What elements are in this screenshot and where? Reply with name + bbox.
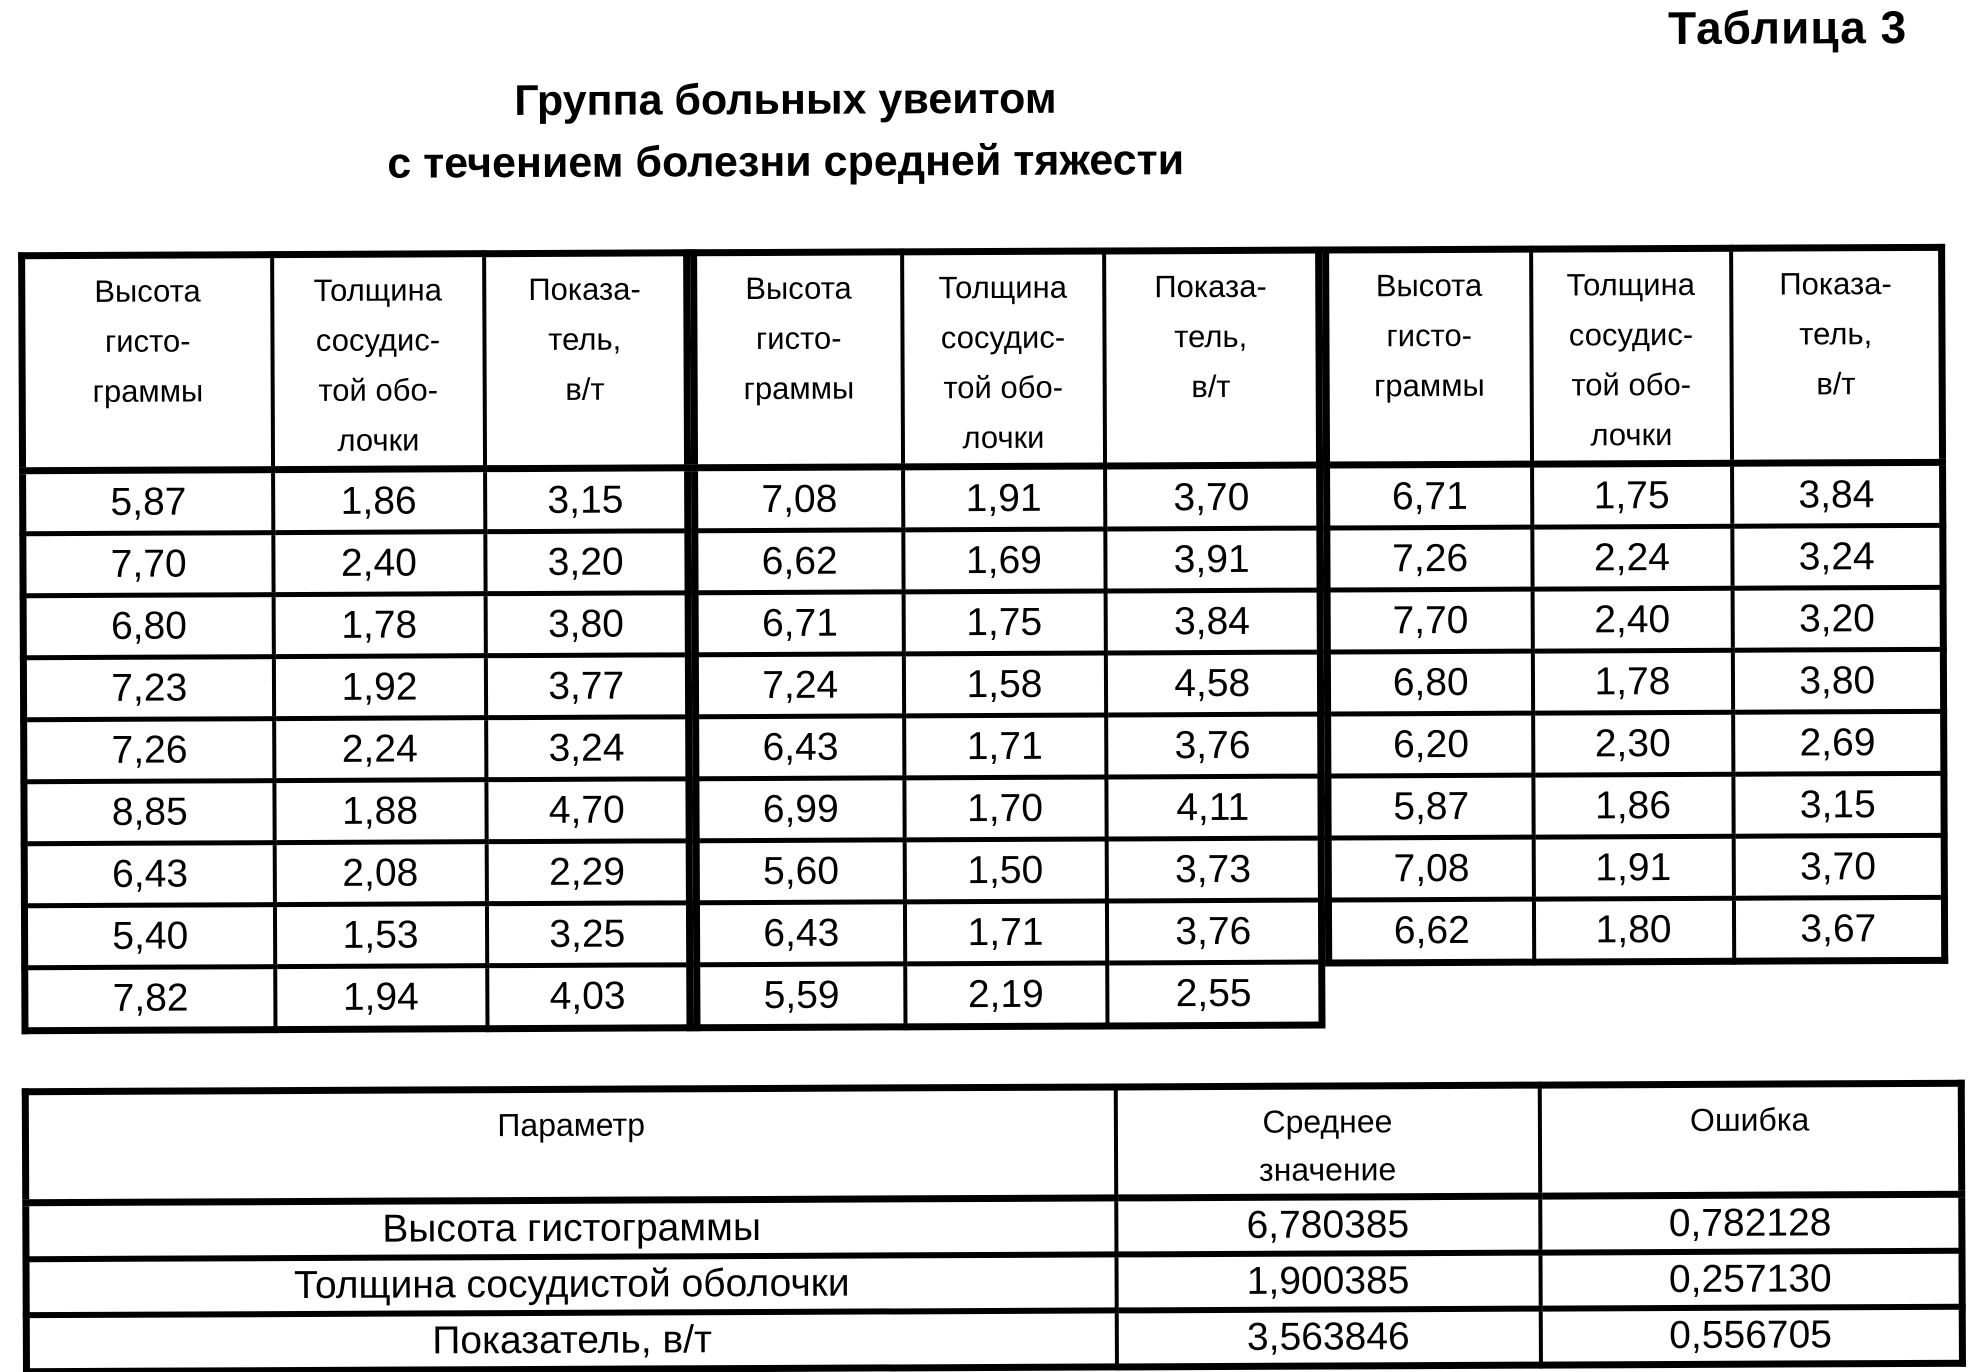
- data-cell: 1,58: [903, 653, 1105, 716]
- data-cell: 3,70: [1733, 835, 1944, 898]
- data-cell: 3,70: [1105, 465, 1320, 529]
- table-row: [23, 593, 688, 658]
- data-cell: 1,78: [1532, 650, 1732, 713]
- data-cell: 3,15: [1733, 773, 1944, 836]
- summary-statistics-table: [22, 1080, 1966, 1372]
- data-cell: Высота гистограммы: [26, 1198, 1116, 1259]
- table-row: [695, 528, 1320, 593]
- data-cell: 1,91: [903, 466, 1105, 530]
- data-cell: 6,80: [23, 595, 273, 658]
- data-cell: 3,91: [1105, 528, 1320, 591]
- data-cell: 8,85: [24, 781, 274, 844]
- data-cell: 2,24: [1532, 526, 1732, 589]
- data-cell: 1,50: [904, 839, 1106, 902]
- data-cell: 2,30: [1533, 712, 1733, 775]
- data-cell: 1,91: [1533, 836, 1733, 899]
- data-cell: 1,92: [273, 656, 485, 719]
- data-cell: 0,782128: [1540, 1194, 1962, 1252]
- data-cell: 6,71: [695, 592, 903, 655]
- doc-title-line-1: Группа больных увеитом: [514, 74, 1057, 126]
- data-cell: 3,15: [485, 468, 688, 532]
- data-cell: Толщина сосудистой оболочки: [26, 1254, 1116, 1315]
- table-row: [24, 717, 689, 782]
- table-row: [695, 465, 1320, 531]
- table-row: [24, 903, 689, 968]
- data-cell: 2,24: [274, 718, 486, 781]
- data-cell: 2,08: [274, 842, 486, 905]
- data-cell: 1,94: [275, 966, 487, 1030]
- column-header-cell: Толщина сосудис- той обо- лочки: [272, 254, 485, 470]
- table-row: [23, 468, 688, 534]
- data-cell: 1,86: [273, 469, 485, 533]
- doc-title-line-2: с течением болезни средней тяжести: [387, 136, 1185, 188]
- data-cell: 3,80: [485, 593, 688, 656]
- column-header-cell: Высота гисто- граммы: [22, 255, 273, 471]
- data-cell: 0,556705: [1540, 1307, 1962, 1365]
- column-header-cell: Показа- тель, в/т: [1731, 247, 1943, 463]
- data-cell: 7,26: [1327, 527, 1532, 590]
- data-cell: 1,86: [1533, 774, 1733, 837]
- table-row: [696, 900, 1321, 965]
- header-row: [22, 253, 688, 471]
- data-cell: 2,40: [273, 532, 485, 595]
- data-cell: 2,40: [1532, 588, 1732, 651]
- data-cell: 6,780385: [1116, 1196, 1540, 1254]
- column-header-cell: Толщина сосудис- той обо- лочки: [1531, 248, 1732, 464]
- header-row: [694, 250, 1320, 468]
- data-cell: 1,80: [1533, 898, 1733, 962]
- data-cell: 5,40: [24, 905, 274, 968]
- table-row: [697, 962, 1322, 1028]
- data-cell: 7,82: [25, 967, 275, 1031]
- data-cell: 4,03: [487, 965, 690, 1029]
- data-cell: 1,900385: [1116, 1253, 1540, 1311]
- data-cell: 2,29: [486, 841, 689, 904]
- data-cell: 7,08: [1328, 837, 1533, 900]
- table-row: [24, 841, 689, 906]
- data-cell: 3,76: [1106, 714, 1321, 777]
- data-cell: 1,70: [904, 777, 1106, 840]
- data-cell: 3,80: [1732, 649, 1943, 712]
- measurement-table-group-1: [18, 249, 693, 1034]
- table-row: [26, 1194, 1962, 1259]
- data-cell: 3,20: [1732, 587, 1943, 650]
- header-row: [25, 1083, 1961, 1202]
- measurement-table-group-2: [690, 247, 1325, 1032]
- data-cell: 1,69: [903, 529, 1105, 592]
- table-row: [25, 965, 690, 1031]
- data-cell: 4,11: [1106, 776, 1321, 839]
- table-row: [1328, 835, 1944, 900]
- data-cell: 7,26: [24, 719, 274, 782]
- table-row: [1328, 773, 1944, 838]
- table-row: [696, 838, 1321, 903]
- column-header-cell: Среднее значение: [1115, 1085, 1539, 1198]
- data-cell: 5,87: [23, 470, 273, 534]
- table-row: [1327, 525, 1943, 590]
- doc-title: [0, 65, 1574, 196]
- data-cell: 0,257130: [1540, 1251, 1962, 1309]
- data-cell: 7,23: [23, 657, 273, 720]
- data-cell: 2,55: [1107, 962, 1322, 1026]
- header-row: [1326, 247, 1943, 465]
- data-cell: 3,563846: [1116, 1309, 1540, 1367]
- table-row: [23, 531, 688, 596]
- column-header-cell: Параметр: [25, 1087, 1115, 1203]
- data-cell: 5,59: [697, 964, 905, 1028]
- data-cell: 1,78: [273, 594, 485, 657]
- data-cell: 6,43: [696, 902, 904, 965]
- table-row: [1328, 897, 1944, 963]
- data-cell: 7,08: [695, 467, 903, 531]
- data-cell: 7,70: [23, 533, 273, 596]
- data-cell: 6,71: [1327, 464, 1532, 528]
- data-cell: 1,75: [903, 591, 1105, 654]
- data-cell: 5,60: [696, 840, 904, 903]
- table-row: [695, 590, 1320, 655]
- data-cell: 4,58: [1105, 652, 1320, 715]
- table-row: [1328, 711, 1944, 776]
- data-cell: 3,25: [486, 903, 689, 966]
- data-cell: 3,84: [1732, 462, 1943, 526]
- column-header-cell: Показа- тель, в/т: [484, 253, 688, 469]
- data-cell: 6,43: [696, 716, 904, 779]
- measurement-tables-row: [18, 244, 1948, 1034]
- data-cell: 3,20: [485, 531, 688, 594]
- data-cell: 6,99: [696, 778, 904, 841]
- data-cell: 6,80: [1327, 651, 1532, 714]
- data-cell: 6,62: [1328, 899, 1533, 963]
- table-row: [24, 779, 689, 844]
- table-row: [1327, 462, 1943, 528]
- table-row: [696, 776, 1321, 841]
- data-cell: 1,88: [274, 780, 486, 843]
- data-cell: 5,87: [1328, 775, 1533, 838]
- data-cell: 3,24: [486, 717, 689, 780]
- data-cell: 1,71: [904, 715, 1106, 778]
- measurement-table-group-3: [1322, 244, 1948, 967]
- table-row: [695, 652, 1320, 717]
- table-row: [696, 714, 1321, 779]
- table-number-label: Таблица 3: [1667, 0, 1908, 55]
- data-cell: 4,70: [486, 779, 689, 842]
- data-cell: 2,69: [1733, 711, 1944, 774]
- data-cell: 7,24: [695, 654, 903, 717]
- data-cell: 3,77: [485, 655, 688, 718]
- data-cell: 1,71: [904, 901, 1106, 964]
- table-row: [23, 655, 688, 720]
- data-cell: 6,43: [24, 843, 274, 906]
- data-cell: 3,76: [1106, 900, 1321, 963]
- data-cell: 3,73: [1106, 838, 1321, 901]
- data-cell: 3,67: [1733, 897, 1944, 961]
- table-row: [1327, 649, 1943, 714]
- column-header-cell: Ошибка: [1539, 1083, 1961, 1196]
- data-cell: 7,70: [1327, 589, 1532, 652]
- data-cell: 2,19: [905, 963, 1107, 1027]
- column-header-cell: Показа- тель, в/т: [1104, 250, 1320, 466]
- data-cell: 3,84: [1105, 590, 1320, 653]
- table-row: [26, 1251, 1962, 1315]
- data-cell: 1,75: [1532, 463, 1732, 527]
- data-cell: 1,53: [274, 904, 486, 967]
- data-cell: Показатель, в/т: [26, 1310, 1116, 1371]
- table-row: [1327, 587, 1943, 652]
- table-row: [26, 1307, 1962, 1372]
- column-header-cell: Толщина сосудис- той обо- лочки: [902, 251, 1105, 467]
- data-cell: 6,62: [695, 530, 903, 593]
- column-header-cell: Высота гисто- граммы: [694, 252, 903, 468]
- column-header-cell: Высота гисто- граммы: [1326, 249, 1532, 465]
- data-cell: 3,24: [1732, 525, 1943, 588]
- data-cell: 6,20: [1328, 713, 1533, 776]
